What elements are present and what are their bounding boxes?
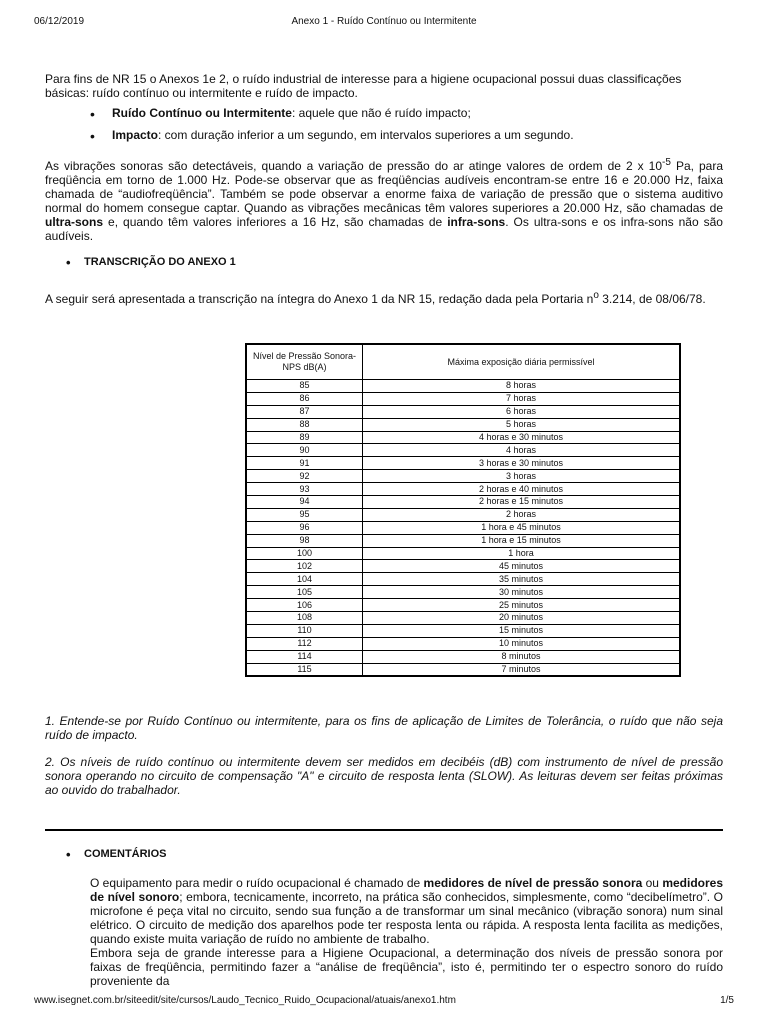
- table-row: [246, 663, 680, 676]
- page-number: 1/5: [720, 995, 734, 1006]
- table-row: [246, 573, 680, 586]
- table-header-exposure: Máxima exposição diária permissível: [363, 344, 681, 380]
- table-row: [246, 624, 680, 637]
- table-row: [246, 418, 680, 431]
- noise-limits-table: [245, 343, 681, 677]
- cell-nps-level: 98: [246, 534, 363, 547]
- section-heading-text: TRANSCRIÇÃO DO ANEXO 1: [84, 256, 236, 268]
- page-title: Anexo 1 - Ruído Contínuo ou Intermitente: [291, 16, 477, 27]
- table-row: [246, 444, 680, 457]
- bold-term: ultra-sons: [45, 215, 104, 229]
- section-heading-comments: [66, 848, 167, 860]
- cell-nps-level: 110: [246, 624, 363, 637]
- table-row: [246, 380, 680, 393]
- list-item-term: Ruído Contínuo ou Intermitente: [112, 106, 292, 120]
- cell-max-exposure: 1 hora: [363, 547, 681, 560]
- table-row: [246, 560, 680, 573]
- comment-paragraph-2: Embora seja de grande interesse para a Higiene Ocupacional, a determinação dos níveis de pressão sonora por faixas de freqüência, permitindo fazer a “análise de freqüência”, isto é, permitindo ter o espectro sonoro do ruído proveniente da: [90, 946, 723, 988]
- text-run: . Os ultra-sons e os infra-sons não são audíveis.: [45, 215, 723, 243]
- bold-term: medidores de nível sonoro: [90, 876, 723, 904]
- cell-nps-level: 85: [246, 380, 363, 393]
- list-item-term: Impacto: [112, 128, 159, 142]
- cell-nps-level: 96: [246, 521, 363, 534]
- text-run: ou: [642, 876, 663, 890]
- table-row: [246, 599, 680, 612]
- cell-max-exposure: 5 horas: [363, 418, 681, 431]
- cell-nps-level: 88: [246, 418, 363, 431]
- text-run: O equipamento para medir o ruído ocupacional é chamado de: [90, 876, 424, 890]
- bold-term: medidores de nível de pressão sonora: [423, 876, 643, 890]
- text-run: e, quando têm valores inferiores a 16 Hz, são chamadas de: [103, 215, 448, 229]
- table-header-nps: Nível de Pressão Sonora-NPS dB(A): [246, 344, 363, 380]
- table-row: [246, 508, 680, 521]
- cell-max-exposure: 8 minutos: [363, 650, 681, 663]
- table-row: [246, 547, 680, 560]
- cell-nps-level: 104: [246, 573, 363, 586]
- note-2: 2. Os níveis de ruído contínuo ou intermitente devem ser medidos em decibéis (dB) com instrumento de nível de pressão sonora operando no circuito de compensação "A" e circuito de resposta lenta (SLOW). As leituras devem ser feitas próximas ao ouvido do trabalhador.: [45, 755, 723, 797]
- cell-nps-level: 112: [246, 637, 363, 650]
- cell-nps-level: 108: [246, 612, 363, 625]
- bold-term: infra-sons: [447, 215, 506, 229]
- cell-max-exposure: 10 minutos: [363, 637, 681, 650]
- cell-max-exposure: 7 horas: [363, 392, 681, 405]
- cell-max-exposure: 2 horas: [363, 508, 681, 521]
- text-run: 3.214, de 08/06/78.: [598, 292, 706, 306]
- cell-nps-level: 105: [246, 586, 363, 599]
- table-row: [246, 586, 680, 599]
- text-run: ; embora, tecnicamente, incorreto, na prática são conhecidos, simplesmente, como “decibelímetro”. O microfone é peça vital no circuito, sendo sua função a de transformar um sinal mecânico (vibração sonora) num sinal elétrico. O circuito de medição dos aparelhos pode ter resposta lenta ou rápida. A resposta lenta facilita as medições, quando existe muita variação de ruído no ambiente de trabalho.: [90, 890, 724, 946]
- table-row: [246, 470, 680, 483]
- cell-nps-level: 93: [246, 483, 363, 496]
- table-row: [246, 650, 680, 663]
- table-row: [246, 612, 680, 625]
- comment-paragraph-1: [90, 876, 723, 946]
- page-header: [34, 16, 734, 30]
- cell-nps-level: 87: [246, 405, 363, 418]
- table-row: [246, 637, 680, 650]
- text-run: As vibrações sonoras são detectáveis, quando a variação de pressão do ar atinge valores de ordem de 2 x 10: [45, 159, 663, 173]
- cell-nps-level: 86: [246, 392, 363, 405]
- cell-max-exposure: 45 minutos: [363, 560, 681, 573]
- table-row: [246, 457, 680, 470]
- table-row: [246, 483, 680, 496]
- cell-max-exposure: 4 horas: [363, 444, 681, 457]
- cell-max-exposure: 20 minutos: [363, 612, 681, 625]
- cell-nps-level: 114: [246, 650, 363, 663]
- cell-nps-level: 106: [246, 599, 363, 612]
- cell-nps-level: 91: [246, 457, 363, 470]
- transcription-paragraph: [45, 289, 723, 306]
- section-heading-transcription: [66, 256, 236, 268]
- list-item-text: : com duração inferior a um segundo, em intervalos superiores a um segundo.: [158, 128, 574, 142]
- intro-paragraph: Para fins de NR 15 o Anexos 1e 2, o ruído industrial de interesse para a higiene ocupacional possui duas classificações básicas: ruído contínuo ou intermitente e ruído de impacto.: [45, 72, 682, 100]
- horizontal-rule: [45, 829, 723, 831]
- cell-max-exposure: 35 minutos: [363, 573, 681, 586]
- page-footer: [34, 995, 734, 1009]
- superscript: o: [593, 290, 599, 301]
- cell-max-exposure: 30 minutos: [363, 586, 681, 599]
- cell-nps-level: 89: [246, 431, 363, 444]
- cell-max-exposure: 7 minutos: [363, 663, 681, 676]
- print-date: 06/12/2019: [34, 16, 85, 27]
- noise-types-list: [90, 106, 720, 150]
- table-row: [246, 392, 680, 405]
- cell-nps-level: 102: [246, 560, 363, 573]
- cell-max-exposure: 6 horas: [363, 405, 681, 418]
- cell-nps-level: 90: [246, 444, 363, 457]
- section-heading-text: COMENTÁRIOS: [84, 848, 167, 860]
- table-row: [246, 496, 680, 509]
- list-item: [90, 128, 720, 150]
- cell-max-exposure: 4 horas e 30 minutos: [363, 431, 681, 444]
- cell-max-exposure: 3 horas e 30 minutos: [363, 457, 681, 470]
- cell-max-exposure: 3 horas: [363, 470, 681, 483]
- cell-nps-level: 92: [246, 470, 363, 483]
- list-item: [90, 106, 720, 128]
- table-row: [246, 405, 680, 418]
- cell-max-exposure: 15 minutos: [363, 624, 681, 637]
- table-row: [246, 534, 680, 547]
- cell-max-exposure: 2 horas e 40 minutos: [363, 483, 681, 496]
- cell-max-exposure: 8 horas: [363, 380, 681, 393]
- text-run: A seguir será apresentada a transcrição na íntegra do Anexo 1 da NR 15, redação dada pela Portaria n: [45, 292, 594, 306]
- cell-nps-level: 94: [246, 496, 363, 509]
- note-1: 1. Entende-se por Ruído Contínuo ou intermitente, para os fins de aplicação de Limites de Tolerância, o ruído que não seja ruído de impacto.: [45, 714, 723, 742]
- vibrations-paragraph: [45, 156, 723, 243]
- cell-max-exposure: 1 hora e 15 minutos: [363, 534, 681, 547]
- text-run: Pa, para freqüência em torno de 1.000 Hz. Pode-se observar que as freqüências audíveis encontram-se entre 16 e 20.000 Hz, faixa chamada de “audiofreqüência”. Também se pode observar a enorme faixa de variação de pressão que o sistema auditivo normal do homem consegue captar. Quando as vibrações mecânicas têm valores superiores a 20.000 Hz, são chamadas de: [45, 159, 723, 215]
- table-row: [246, 431, 680, 444]
- table-row: [246, 521, 680, 534]
- cell-nps-level: 100: [246, 547, 363, 560]
- list-item-text: : aquele que não é ruído impacto;: [291, 106, 471, 120]
- cell-max-exposure: 2 horas e 15 minutos: [363, 496, 681, 509]
- cell-nps-level: 95: [246, 508, 363, 521]
- cell-max-exposure: 1 hora e 45 minutos: [363, 521, 681, 534]
- superscript: -5: [662, 157, 671, 168]
- cell-nps-level: 115: [246, 663, 363, 676]
- cell-max-exposure: 25 minutos: [363, 599, 681, 612]
- source-url: www.isegnet.com.br/siteedit/site/cursos/Laudo_Tecnico_Ruido_Ocupacional/atuais/anexo1.htm: [34, 995, 456, 1006]
